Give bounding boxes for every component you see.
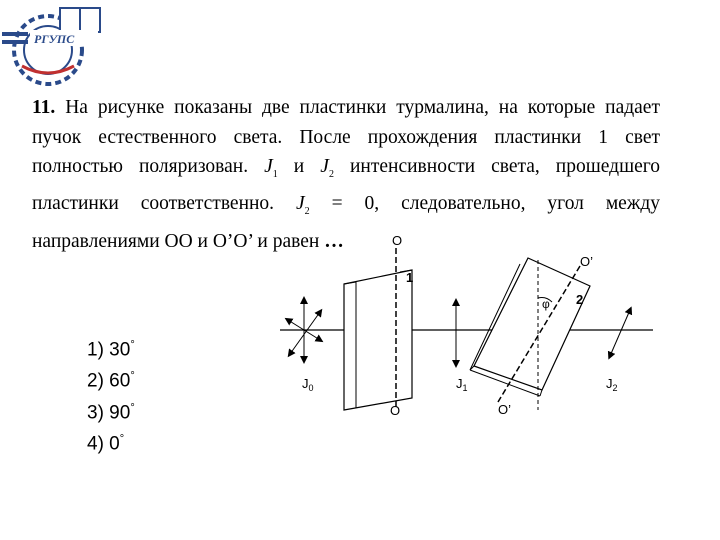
- plate-2: [470, 258, 590, 396]
- label-plate-1: 1: [406, 270, 414, 285]
- university-logo: [0, 0, 110, 90]
- label-j0: $J_0$: [302, 376, 314, 393]
- label-j2: $J_2$: [606, 376, 618, 393]
- label-o-prime-bottom: О’: [498, 402, 511, 417]
- label-o-bottom: О: [390, 403, 401, 418]
- logo-text: РГУПС: [34, 32, 75, 46]
- question-number: 11.: [32, 97, 56, 118]
- label-j1: $J_1$: [456, 376, 468, 393]
- answer-option[interactable]: 2) 60°: [87, 370, 135, 392]
- question-text: 11. На рисунке показаны две пластинки турмалина, на которые падает пучок естественного света. После прохождения пластинки 1 свет полностью поляризован. $J_1$ и $J_2$ интенсивности света, прошедшего пластинки соответственно. $J_2 = 0$, следовательно, угол между направлениями ОО и О’О’ и равен …: [32, 97, 660, 252]
- label-phi: φ: [542, 297, 550, 311]
- label-o-prime-top: О’: [580, 254, 593, 269]
- label-plate-2: 2: [576, 292, 584, 307]
- answer-option[interactable]: 1) 30°: [87, 339, 135, 361]
- answer-option[interactable]: 3) 90°: [87, 401, 135, 423]
- tourmaline-plates-diagram: [280, 230, 660, 420]
- label-o-top: О: [392, 233, 403, 248]
- answer-options: [87, 332, 135, 457]
- answer-option[interactable]: 4) 0°: [87, 432, 125, 455]
- plate-1: [344, 270, 412, 410]
- light-arrow-j2: [610, 310, 630, 356]
